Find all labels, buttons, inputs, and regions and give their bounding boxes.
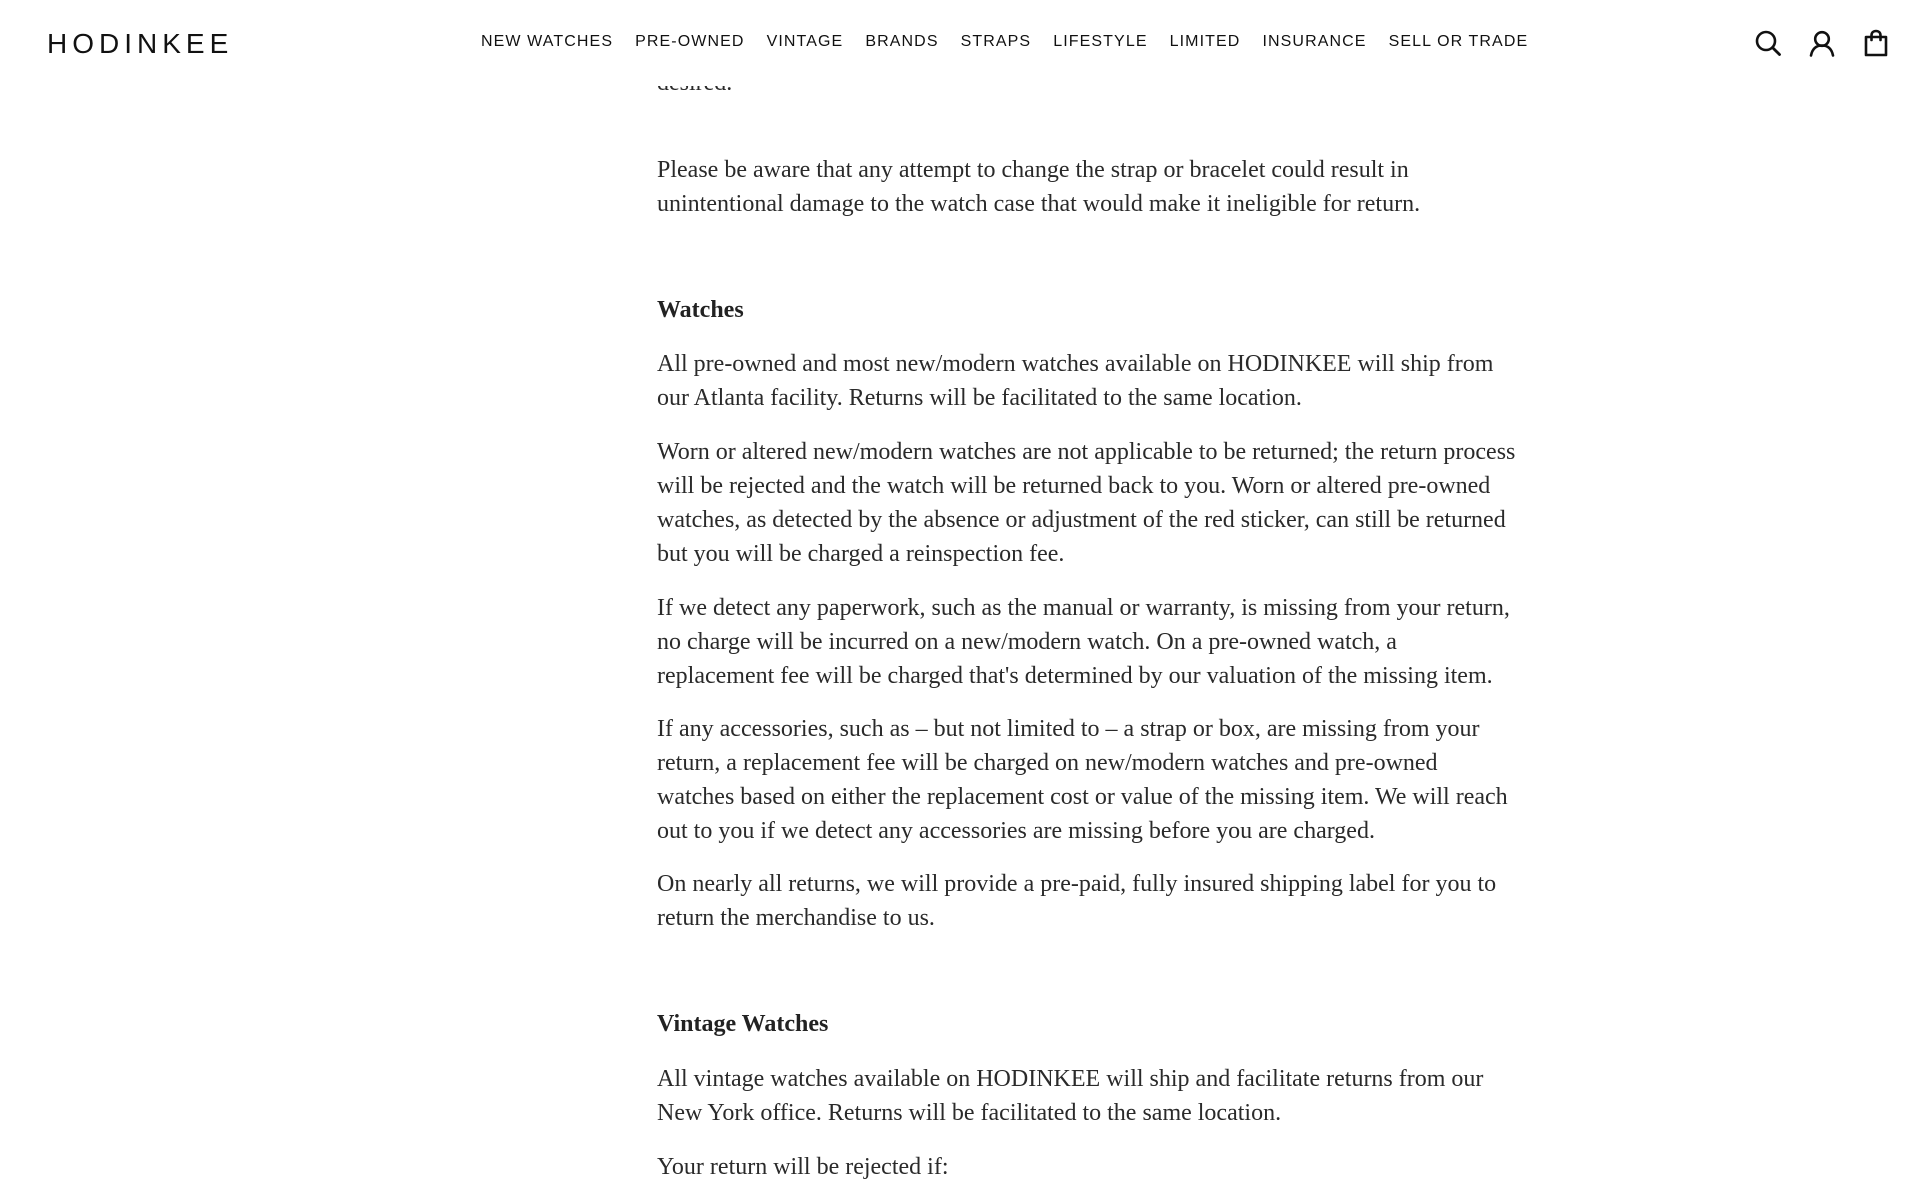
nav-brands[interactable]: BRANDS	[865, 33, 939, 50]
site-header	[0, 0, 1920, 86]
strap-notice-paragraph: Please be aware that any attempt to change the strap or bracelet could result in unintentional damage to the watch case that would make it ineligible for return.	[657, 157, 1421, 217]
watches-paragraph-4: If any accessories, such as – but not limited to – a strap or box, are missing from your return, a replacement fee will be charged on new/modern watches and pre-owned watches based on either the replacement cost or value of the missing item. We will reach out to you if we detect any accessories are missing before you are charged.	[657, 716, 1508, 844]
watches-heading: Watches	[657, 297, 744, 323]
watches-paragraph-1: All pre-owned and most new/modern watches available on HODINKEE will ship from our Atlanta facility. Returns will be facilitated to the same location.	[657, 351, 1494, 411]
watches-paragraph-5: On nearly all returns, we will provide a pre-paid, fully insured shipping label for you to return the merchandise to us.	[657, 871, 1497, 931]
header-icons	[1754, 29, 1890, 57]
nav-limited[interactable]: LIMITED	[1169, 33, 1241, 50]
nav-pre-owned[interactable]: PRE-OWNED	[635, 33, 745, 50]
search-icon[interactable]	[1754, 29, 1782, 57]
vintage-paragraph-1: All vintage watches available on HODINKEE will ship and facilitate returns from our New York office. Returns will be facilitated to the same location.	[657, 1066, 1484, 1126]
vintage-watches-heading: Vintage Watches	[657, 1011, 829, 1037]
nav-new-watches[interactable]: NEW WATCHES	[481, 33, 614, 50]
hodinkee-logo[interactable]: HODINKEE	[47, 28, 234, 59]
main-nav	[481, 30, 1528, 54]
nav-lifestyle[interactable]: LIFESTYLE	[1053, 33, 1148, 50]
bag-icon[interactable]	[1862, 29, 1890, 57]
nav-insurance[interactable]: INSURANCE	[1262, 33, 1367, 50]
watches-paragraph-2: Worn or altered new/modern watches are not applicable to be returned; the return process will be rejected and the watch will be returned back to you. Worn or altered pre-owned watches, as detected by the absence or adjustment of the red sticker, can still be returned but you will be charged a reinspection fee.	[657, 439, 1516, 567]
watches-paragraph-3: If we detect any paperwork, such as the manual or warranty, is missing from your return, no charge will be incurred on a new/modern watch. On a pre-owned watch, a replacement fee will be charged that's determined by our valuation of the missing item.	[657, 595, 1510, 689]
account-icon[interactable]	[1808, 29, 1836, 57]
nav-straps[interactable]: STRAPS	[960, 33, 1032, 50]
nav-sell-or-trade[interactable]: SELL OR TRADE	[1388, 33, 1529, 50]
nav-vintage[interactable]: VINTAGE	[766, 33, 844, 50]
vintage-paragraph-2: Your return will be rejected if:	[657, 1154, 949, 1180]
